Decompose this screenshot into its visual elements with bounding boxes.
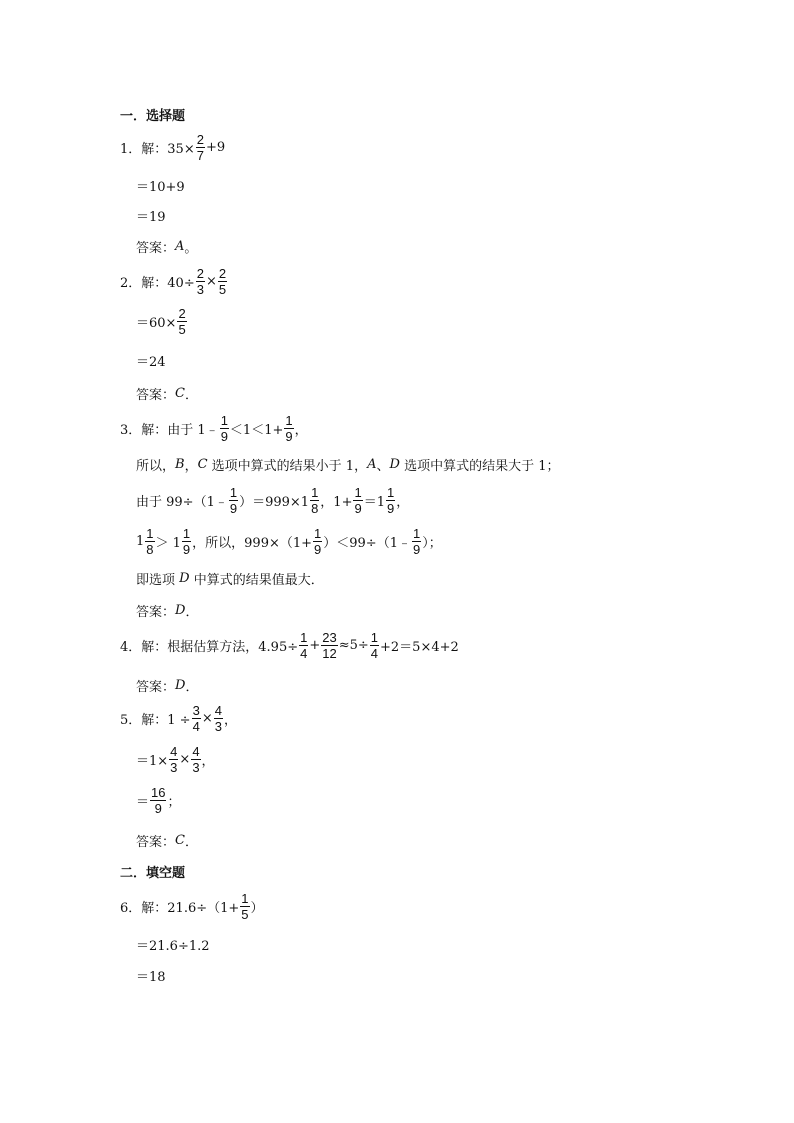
text: 所以，	[136, 458, 176, 474]
text: 5．解：1 ÷	[120, 712, 191, 728]
text: 。	[184, 240, 198, 256]
fraction	[150, 786, 166, 815]
denominator: 9	[314, 541, 322, 557]
denominator: 4	[192, 718, 200, 734]
denominator: 3	[196, 281, 204, 297]
fraction	[310, 486, 319, 515]
text: ）；	[422, 535, 442, 551]
option-letter: D	[179, 570, 190, 586]
fraction	[169, 745, 178, 774]
q6-line-1	[120, 891, 264, 921]
denominator: 8	[311, 500, 319, 516]
fraction	[220, 414, 229, 443]
denominator: 8	[146, 541, 154, 557]
text: ．	[184, 834, 198, 850]
numerator: 2	[178, 305, 186, 321]
text: ，	[184, 458, 198, 474]
answer-letter: C	[175, 832, 185, 848]
denominator: 9	[412, 541, 421, 557]
text: 3．解：由于 1﹣	[120, 422, 219, 438]
q3-line-2	[136, 449, 559, 479]
fraction	[353, 486, 362, 515]
numerator: 23	[322, 629, 337, 645]
numerator: 3	[192, 702, 200, 718]
q3-line-3	[136, 485, 409, 515]
denominator: 3	[214, 718, 222, 734]
text: ，1+	[320, 494, 353, 510]
denominator: 3	[192, 759, 200, 775]
answer-letter: A	[175, 238, 185, 254]
numerator: 2	[196, 265, 204, 281]
text: ×	[201, 710, 213, 726]
numerator: 2	[196, 131, 204, 147]
q5-line-3	[136, 785, 181, 815]
text: 即选项	[136, 572, 180, 588]
text: ，	[294, 422, 308, 438]
denominator: 9	[354, 500, 362, 516]
q5-line-1	[120, 703, 237, 733]
q1-answer	[136, 231, 197, 261]
numerator: 4	[214, 702, 222, 718]
denominator: 5	[218, 281, 227, 297]
denominator: 9	[285, 428, 293, 444]
numerator: 1	[412, 525, 421, 541]
option-letter: A	[367, 456, 377, 472]
text: ，	[201, 753, 215, 769]
numerator: 4	[192, 743, 200, 759]
fraction	[370, 631, 379, 660]
numerator: 16	[151, 784, 166, 800]
text: ＝1	[363, 494, 385, 510]
denominator: 4	[370, 645, 379, 661]
q5-line-2	[136, 744, 215, 774]
numerator: 1	[220, 412, 228, 428]
text: ＝1×	[136, 753, 169, 769]
denominator: 9	[182, 541, 191, 557]
text: ．	[185, 604, 199, 620]
q2-line-2	[136, 306, 188, 336]
text: 1．解：35×	[120, 141, 195, 157]
answer-letter: C	[175, 385, 185, 401]
fraction	[192, 704, 201, 733]
text: 1	[136, 533, 145, 549]
q2-line-3: ＝24	[136, 354, 166, 370]
fraction	[240, 892, 249, 921]
text: 、	[376, 458, 390, 474]
text: ；	[167, 794, 181, 810]
text: +9	[205, 139, 226, 155]
fraction	[218, 267, 227, 296]
text: ．	[185, 679, 199, 695]
text: 选项中算式的结果大于 1；	[399, 458, 560, 474]
denominator: 9	[386, 500, 395, 516]
text: ）＝999×1	[239, 494, 310, 510]
q4-line-1	[120, 630, 459, 660]
text: 选项中算式的结果小于 1，	[207, 458, 368, 474]
q6-line-3: ＝18	[136, 969, 166, 985]
text: ＜1＜1+	[229, 422, 284, 438]
denominator: 5	[178, 321, 186, 337]
text: ，所以，999×（1+	[192, 535, 313, 551]
fraction	[284, 414, 293, 443]
text: 答案：	[136, 604, 176, 620]
denominator: 7	[196, 147, 204, 163]
text: ＞ 1	[155, 535, 181, 551]
q1-line-2: ＝10+9	[136, 179, 185, 195]
answer-letter: D	[175, 677, 186, 693]
numerator: 1	[182, 525, 191, 541]
q4-answer	[136, 670, 198, 700]
fraction	[386, 486, 395, 515]
text: +	[309, 637, 321, 653]
q3-line-5	[136, 563, 324, 593]
fraction	[196, 267, 205, 296]
fraction	[191, 745, 200, 774]
numerator: 2	[218, 265, 227, 281]
text: 答案：	[136, 240, 176, 256]
numerator: 4	[170, 743, 178, 759]
text: ，	[396, 494, 410, 510]
numerator: 1	[146, 525, 154, 541]
section-title-choice: 一．选择题	[120, 109, 186, 124]
option-letter: B	[175, 456, 185, 472]
fraction	[196, 133, 205, 162]
fraction	[229, 486, 238, 515]
fraction	[321, 631, 337, 660]
numerator: 1	[354, 484, 362, 500]
numerator: 1	[311, 484, 319, 500]
text: ）	[250, 900, 264, 916]
text: ×	[205, 273, 217, 289]
numerator: 1	[386, 484, 395, 500]
fraction	[145, 527, 154, 556]
text: ＝	[136, 794, 150, 810]
numerator: 1	[370, 629, 379, 645]
answer-letter: D	[175, 602, 186, 618]
q1-line-3: ＝19	[136, 209, 166, 225]
text: ≈5÷	[338, 637, 369, 653]
text: 中算式的结果值最大．	[189, 572, 324, 588]
text: ，	[223, 712, 237, 728]
option-letter: C	[197, 456, 208, 472]
denominator: 9	[220, 428, 228, 444]
text: ）＜99÷（1﹣	[323, 535, 411, 551]
option-letter: D	[389, 456, 400, 472]
q3-answer	[136, 595, 198, 625]
text: ×	[179, 751, 191, 767]
numerator: 1	[241, 890, 249, 906]
denominator: 5	[241, 906, 249, 922]
fraction	[412, 527, 421, 556]
fraction	[299, 631, 308, 660]
numerator: 1	[229, 484, 238, 500]
text: 由于 99÷（1﹣	[136, 494, 228, 510]
numerator: 1	[314, 525, 322, 541]
text: 答案：	[136, 679, 176, 695]
denominator: 9	[154, 800, 162, 816]
q2-line-1	[120, 266, 228, 296]
text: 4．解：根据估算方法，4.95÷	[120, 639, 299, 655]
denominator: 9	[229, 500, 238, 516]
q6-line-2: ＝21.6÷1.2	[136, 938, 210, 954]
text: ＝60×	[136, 315, 177, 331]
text: 6．解：21.6÷（1+	[120, 900, 240, 916]
q2-answer	[136, 378, 198, 408]
fraction	[313, 527, 322, 556]
q3-line-4	[136, 526, 442, 556]
text: ．	[184, 387, 198, 403]
denominator: 4	[300, 645, 308, 661]
q5-answer	[136, 825, 198, 855]
fraction	[177, 307, 186, 336]
denominator: 3	[170, 759, 178, 775]
denominator: 12	[322, 645, 337, 661]
text: 2．解：40÷	[120, 275, 195, 291]
fraction	[214, 704, 223, 733]
section-title-fill: 二．填空题	[120, 866, 186, 881]
text: +2＝5×4+2	[380, 639, 459, 655]
q1-line-1	[120, 132, 225, 162]
text: 答案：	[136, 834, 176, 850]
text: 答案：	[136, 387, 176, 403]
numerator: 1	[285, 412, 293, 428]
fraction	[182, 527, 191, 556]
numerator: 1	[300, 629, 308, 645]
q3-line-1	[120, 413, 308, 443]
